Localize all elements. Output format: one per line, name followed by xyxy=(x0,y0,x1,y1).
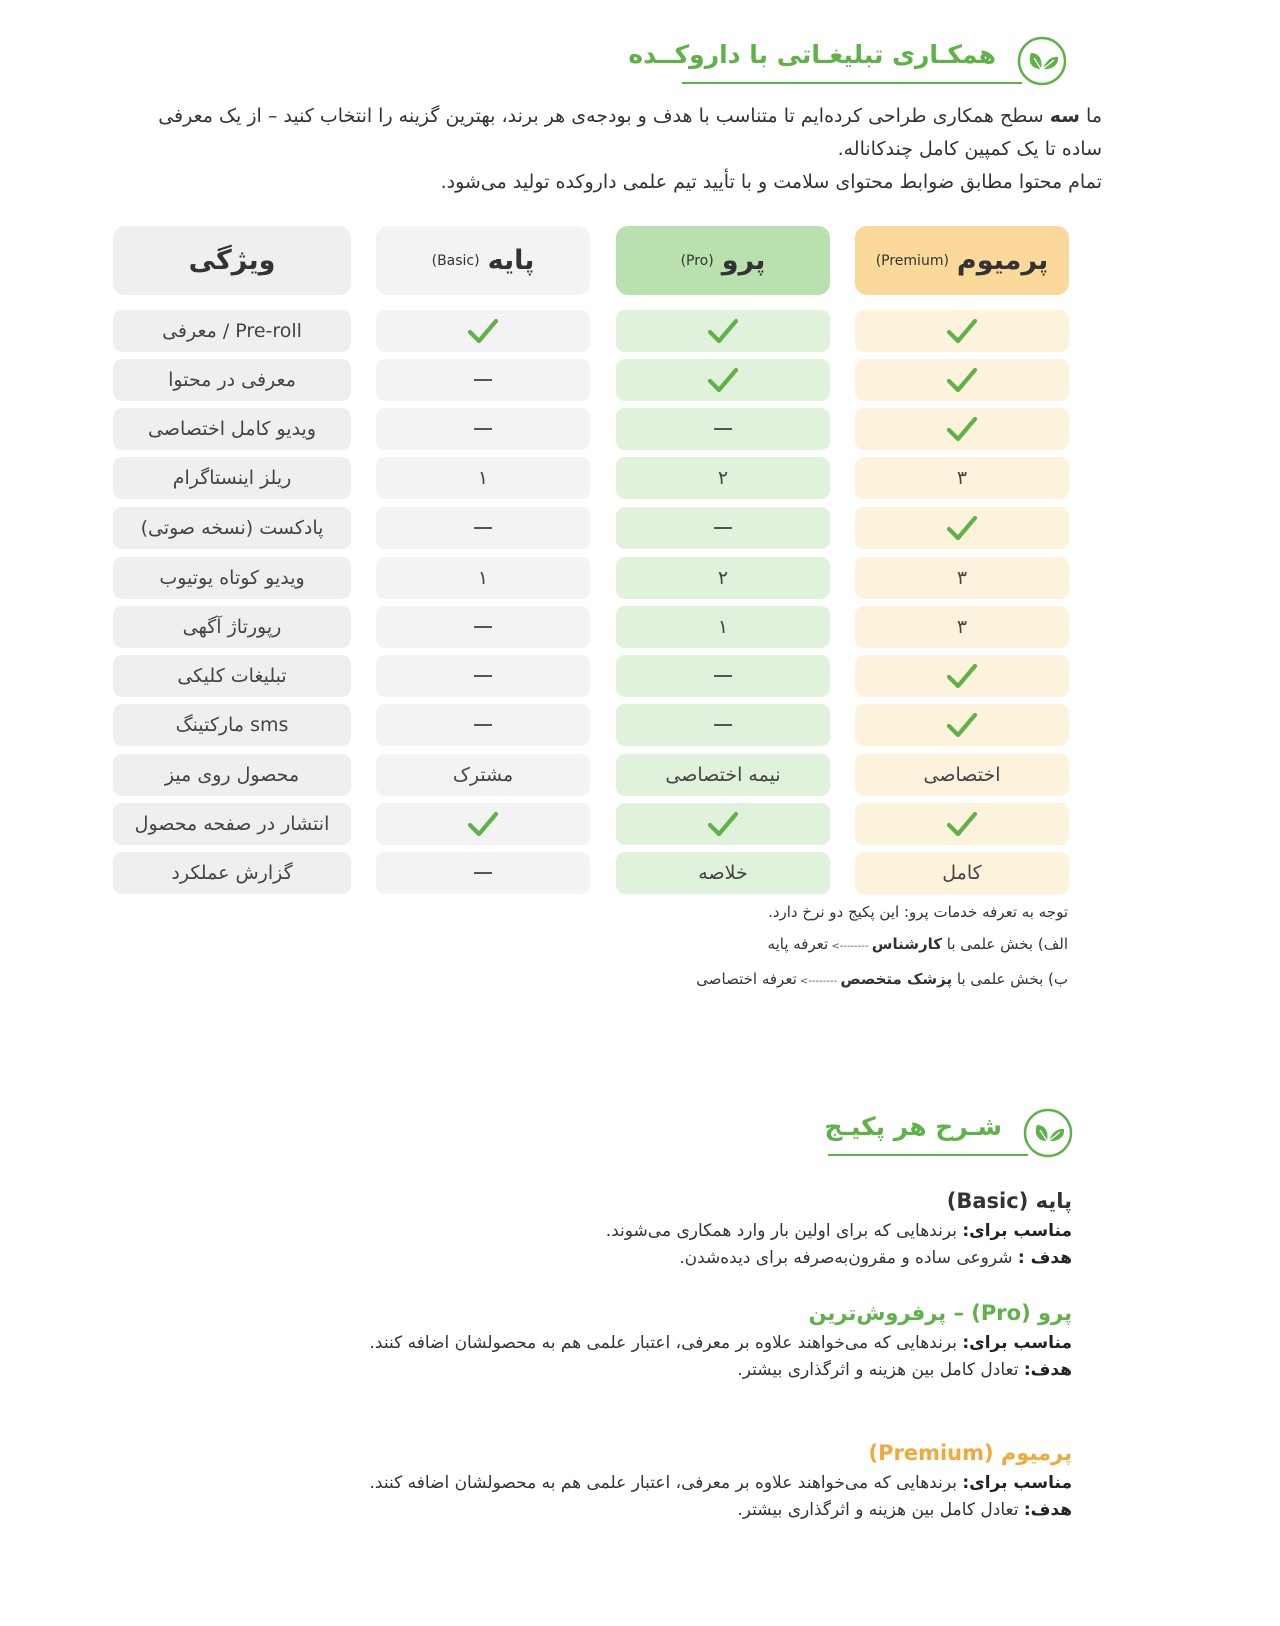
intro-paragraph xyxy=(142,100,1102,199)
check-icon xyxy=(707,366,739,394)
check-icon xyxy=(946,810,978,838)
dash-icon xyxy=(474,724,492,726)
dash-icon xyxy=(714,527,732,529)
feature-label: sms مارکتینگ xyxy=(113,704,351,746)
cell-pro xyxy=(616,507,830,549)
note-line-3: ب) بخش علمی با پزشک متخصص --------> تعرفه اختصاصی xyxy=(696,970,1068,988)
intro-line-1: ما سه سطح همکاری طراحی کرده‌ایم تا متناسب با هدف و بودجه‌ی هر برند، بهترین گزینه را انتخاب کنید – از یک معرفی ساده تا یک کمپین کامل چندکاناله. xyxy=(158,105,1102,160)
section-title: همکـاری تبلیغـاتی با داروکــده xyxy=(628,40,996,69)
cell-basic: ۱ xyxy=(376,557,590,599)
feature-label: Pre-roll / معرفی xyxy=(113,310,351,352)
check-icon xyxy=(946,366,978,394)
title-underline xyxy=(828,1154,1028,1156)
cell-basic xyxy=(376,408,590,450)
check-icon xyxy=(707,810,739,838)
cell-premium xyxy=(855,507,1069,549)
cell-pro: ۲ xyxy=(616,457,830,499)
dash-icon xyxy=(474,675,492,677)
cell-basic xyxy=(376,704,590,746)
note-line-1: توجه به تعرفه خدمات پرو: این پکیج دو نرخ دارد. xyxy=(768,903,1068,921)
dash-icon xyxy=(474,527,492,529)
header-premium: پرمیوم (Premium) xyxy=(855,226,1069,295)
cell-premium xyxy=(855,803,1069,845)
cell-pro xyxy=(616,310,830,352)
cell-pro: ۱ xyxy=(616,606,830,648)
header-feature: ویژگی xyxy=(113,226,351,295)
cell-premium xyxy=(855,359,1069,401)
feature-label: محصول روی میز xyxy=(113,754,351,796)
package-goal: هدف: تعادل کامل بین هزینه و اثرگذاری بیشتر. xyxy=(737,1500,1072,1520)
cell-premium xyxy=(855,704,1069,746)
cell-pro: نیمه اختصاصی xyxy=(616,754,830,796)
cell-premium: ۳ xyxy=(855,457,1069,499)
feature-label: گزارش عملکرد xyxy=(113,852,351,894)
cell-pro xyxy=(616,408,830,450)
feature-label: ویدیو کامل اختصاصی xyxy=(113,408,351,450)
pro-pricing-note xyxy=(696,896,1068,998)
package-fit: مناسب برای: برندهایی که برای اولین بار وارد همکاری می‌شوند. xyxy=(605,1221,1072,1241)
cell-basic: ۱ xyxy=(376,457,590,499)
cell-premium: اختصاصی xyxy=(855,754,1069,796)
title-underline xyxy=(682,82,1022,84)
cell-premium xyxy=(855,310,1069,352)
cell-basic xyxy=(376,852,590,894)
cell-premium: ۳ xyxy=(855,606,1069,648)
leaf-icon xyxy=(1014,36,1070,86)
dash-icon xyxy=(474,428,492,430)
check-icon xyxy=(946,662,978,690)
feature-label: تبلیغات کلیکی xyxy=(113,655,351,697)
cell-premium: کامل xyxy=(855,852,1069,894)
cell-basic xyxy=(376,606,590,648)
feature-label: رپورتاژ آگهی xyxy=(113,606,351,648)
dash-icon xyxy=(474,872,492,874)
package-title: پرمیوم (Premium) xyxy=(868,1441,1072,1465)
cell-basic: مشترک xyxy=(376,754,590,796)
check-icon xyxy=(946,317,978,345)
cell-pro xyxy=(616,655,830,697)
dash-icon xyxy=(474,379,492,381)
cell-basic xyxy=(376,655,590,697)
check-icon xyxy=(946,415,978,443)
package-premium xyxy=(370,1436,1073,1524)
cell-basic xyxy=(376,359,590,401)
package-fit: مناسب برای: برندهایی که می‌خواهند علاوه بر معرفی، اعتبار علمی هم به محصولشان اضافه کنند. xyxy=(369,1473,1072,1493)
dash-icon xyxy=(714,675,732,677)
feature-label: ریلز اینستاگرام xyxy=(113,457,351,499)
note-line-2: الف) بخش علمی با کارشناس --------> تعرفه پایه xyxy=(767,935,1068,953)
check-icon xyxy=(946,711,978,739)
cell-premium: ۳ xyxy=(855,557,1069,599)
package-pro xyxy=(370,1296,1073,1384)
feature-label: پادکست (نسخه صوتی) xyxy=(113,507,351,549)
cell-pro: خلاصه xyxy=(616,852,830,894)
section-title: شـرح هر پکیـج xyxy=(824,1112,1002,1141)
dash-icon xyxy=(474,626,492,628)
cell-premium xyxy=(855,655,1069,697)
dash-icon xyxy=(714,724,732,726)
header-basic: پایه (Basic) xyxy=(376,226,590,295)
package-goal: هدف: تعادل کامل بین هزینه و اثرگذاری بیشتر. xyxy=(737,1360,1072,1380)
feature-label: انتشار در صفحه محصول xyxy=(113,803,351,845)
package-title: پرو (Pro) – پرفروش‌ترین xyxy=(808,1301,1072,1325)
check-icon xyxy=(946,514,978,542)
feature-label: معرفی در محتوا xyxy=(113,359,351,401)
cell-basic xyxy=(376,803,590,845)
cell-premium xyxy=(855,408,1069,450)
cell-pro xyxy=(616,359,830,401)
cell-pro xyxy=(616,704,830,746)
package-goal: هدف : شروعی ساده و مقرون‌به‌صرفه برای دیده‌شدن. xyxy=(679,1248,1072,1268)
package-basic xyxy=(606,1184,1072,1272)
check-icon xyxy=(707,317,739,345)
check-icon xyxy=(467,317,499,345)
section-header-packages xyxy=(816,1108,1076,1168)
leaf-icon xyxy=(1020,1108,1076,1158)
cell-pro: ۲ xyxy=(616,557,830,599)
cell-basic xyxy=(376,507,590,549)
package-fit: مناسب برای: برندهایی که می‌خواهند علاوه بر معرفی، اعتبار علمی هم به محصولشان اضافه کنند. xyxy=(369,1333,1072,1353)
header-pro: پرو (Pro) xyxy=(616,226,830,295)
check-icon xyxy=(467,810,499,838)
feature-label: ویدیو کوتاه یوتیوب xyxy=(113,557,351,599)
intro-line-2: تمام محتوا مطابق ضوابط محتوای سلامت و با تأیید تیم علمی داروکده تولید می‌شود. xyxy=(440,171,1102,193)
dash-icon xyxy=(714,428,732,430)
section-header-partnership xyxy=(628,36,1070,96)
cell-basic xyxy=(376,310,590,352)
cell-pro xyxy=(616,803,830,845)
package-title: پایه (Basic) xyxy=(946,1189,1072,1213)
